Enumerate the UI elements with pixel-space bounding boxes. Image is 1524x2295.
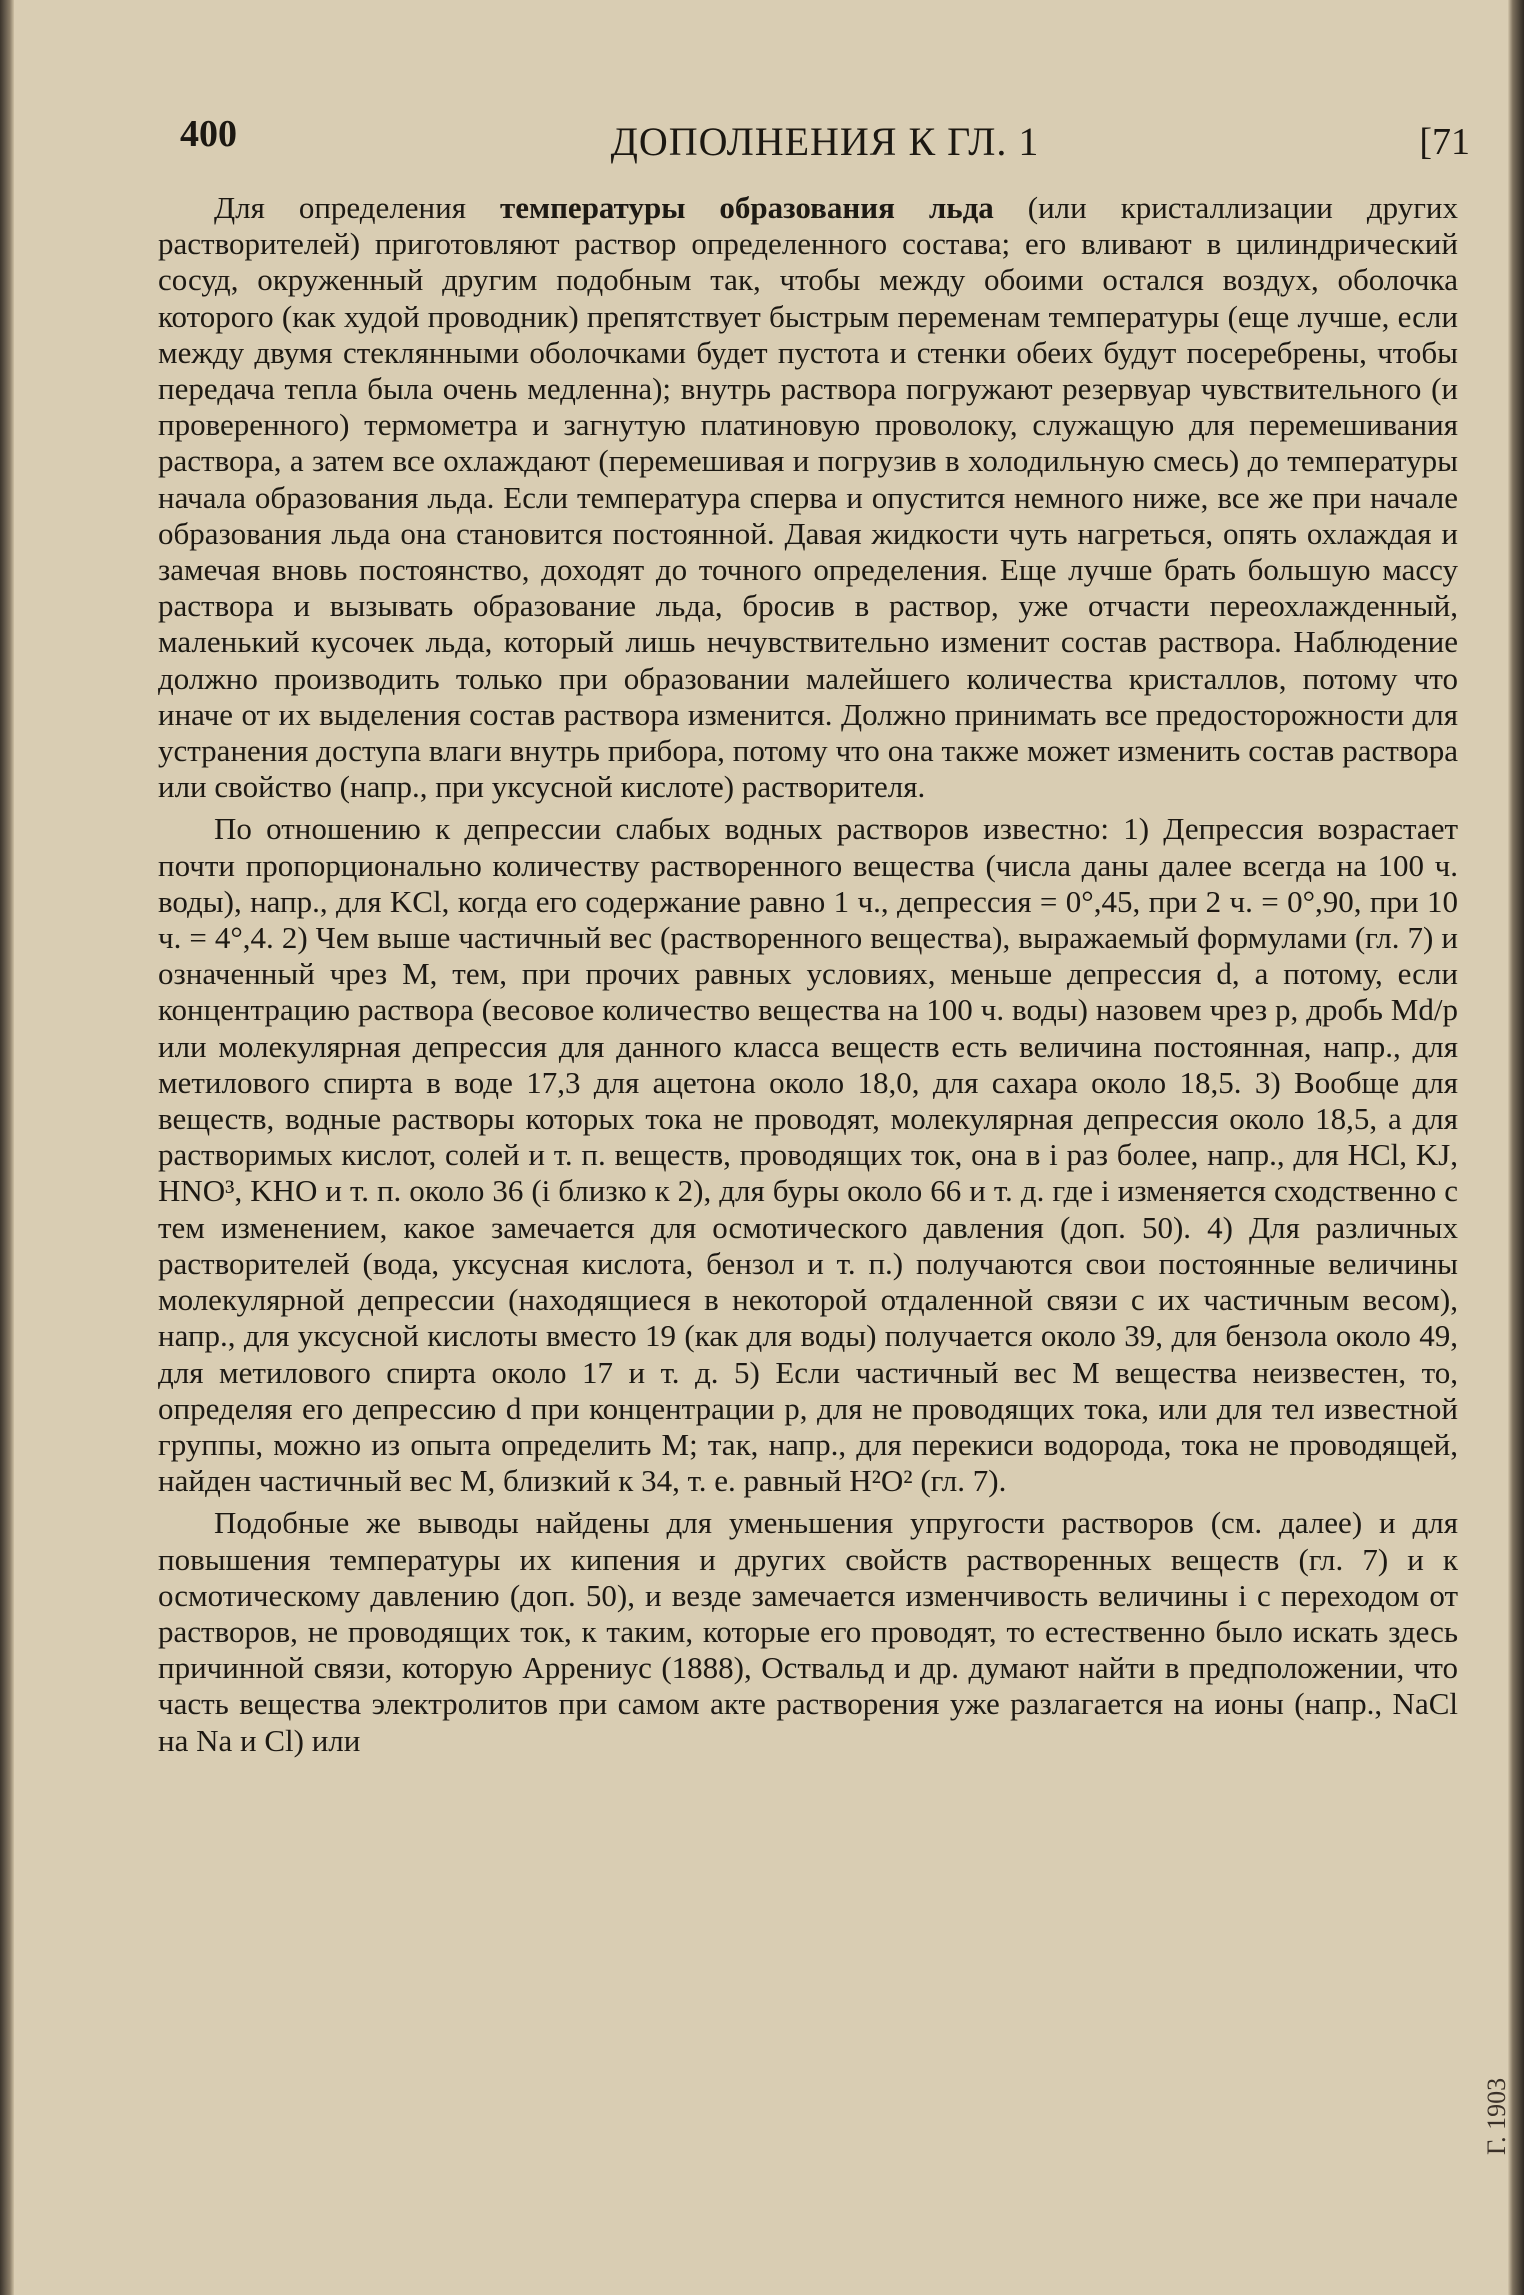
bold-term: температуры образования льда: [499, 190, 994, 225]
page-left-edge: [0, 0, 14, 2295]
page-number: 400: [180, 113, 237, 155]
paragraph-depression: По отношению к депрессии слабых водных растворов известно: 1) Депрессия возрастает почти пропорционально количеству растворенного вещества (числа даны далее всегда на 100 ч. воды), напр., для KCl, когда его содержание равно 1 ч., депрессия = 0°,45, при 2 ч. = 0°,90, при 10 ч. = 4°,4. 2) Чем выше частичный вес (растворенного вещества), выражаемый формулами (гл. 7) и означенный чрез M, тем, при прочих равных условиях, меньше депрессия d, а потому, если концентрацию раствора (весовое количество вещества на 100 ч. воды) назовем чрез p, дробь Md/p или молекулярная депрессия для данного класса веществ есть величина постоянная, напр., для метилового спирта в воде 17,3 для ацетона около 18,0, для сахара около 18,5. 3) Вообще для веществ, водные растворы которых тока не проводят, молекулярная депрессия около 18,5, а для растворимых кислот, солей и т. п. веществ, проводящих ток, она в i раз более, напр., для HCl, KJ, HNO³, KHO и т. п. около 36 (i близко к 2), для буры около 66 и т. д. где i изменяется сходственно с тем изменением, какое замечается для осмотического давления (доп. 50). 4) Для различных растворителей (вода, уксусная кислота, бензол и т. п.) получаются свои постоянные величины молекулярной депрессии (находящиеся в некоторой отдаленной связи с их частичным весом), напр., для уксусной кислоты вместо 19 (как для воды) получается около 39, для бензола около 49, для метилового спирта около 17 и т. д. 5) Если частичный вес M вещества неизвестен, то, определяя его депрессию d при концентрации p, для не проводящих тока, или для тел известной группы, можно из опыта определить M; так, напр., для перекиси водорода, тока не проводящей, найден частичный вес M, близкий к 34, т. е. равный H²O² (гл. 7).: [158, 811, 1458, 1499]
paragraph-freezing-point: Для определения температуры образования льда (или кристаллизации других растворителей) приготовляют раствор определенного состава; его вливают в цилиндрический сосуд, окруженный другим подобным так, чтобы между обоими остался воздух, оболочка которого (как худой проводник) препятствует быстрым переменам температуры (еще лучше, если между двумя стеклянными оболочками будет пустота и стенки обеих будут посеребрены, чтобы передача тепла была очень медленна); внутрь раствора погружают резервуар чувствительного (и проверенного) термометра и загнутую платиновую проволоку, служащую для перемешивания раствора, а затем все охлаждают (перемешивая и погрузив в холодильную смесь) до температуры начала образования льда. Если температура сперва и опустится немного ниже, все же при начале образования льда она становится постоянной. Давая жидкости чуть нагреться, опять охлаждая и замечая вновь постоянство, доходят до точного определения. Еще лучше брать большую массу раствора и вызывать образование льда, бросив в раствор, уже отчасти переохлажденный, маленький кусочек льда, который лишь нечувствительно изменит состав раствора. Наблюдение должно производить только при образовании малейшего количества кристаллов, потому что иначе от их выделения состав раствора изменится. Должно принимать все предосторожности для устранения доступа влаги внутрь прибора, потому что она также может изменить состав раствора или свойство (напр., при уксусной кислоте) растворителя.: [158, 190, 1459, 805]
page-right-edge: [1508, 0, 1524, 2295]
running-title: ДОПОЛНЕНИЯ К ГЛ. 1: [610, 119, 1040, 164]
body-text: [158, 190, 1458, 1759]
page-header: [180, 112, 1470, 162]
section-number: [71: [1419, 121, 1470, 163]
margin-stamp: Г. 1903: [1482, 2077, 1511, 2155]
paragraph-conclusions: Подобные же выводы найдены для уменьшения упругости растворов (см. далее) и для повышения температуры их кипения и других свойств растворенных веществ (гл. 7) и к осмотическому давлению (доп. 50), и везде замечается изменчивость величины i с переходом от растворов, не проводящих ток, к таким, которые его проводят, то естественно было искать здесь причинной связи, которую Аррениус (1888), Оствальд и др. думают найти в предположении, что часть вещества электролитов при самом акте растворения уже разлагается на ионы (напр., NaCl на Na и Cl) или: [158, 1505, 1458, 1758]
